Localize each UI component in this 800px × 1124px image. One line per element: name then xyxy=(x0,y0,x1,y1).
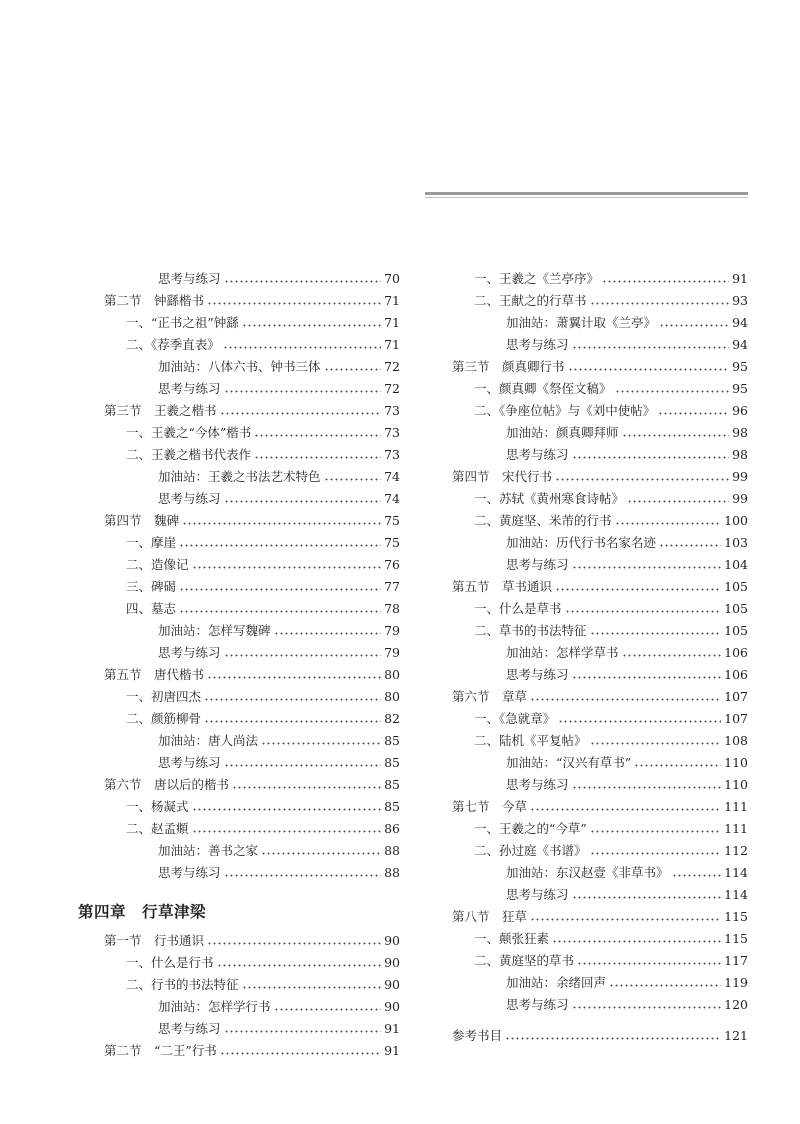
toc-section[interactable]: 第八节 狂草 115 xyxy=(452,909,748,924)
toc-entry[interactable]: 二、黄庭坚的草书 117 xyxy=(474,953,748,968)
toc-entry[interactable]: 一、王羲之“今体”楷书 73 xyxy=(126,425,400,440)
toc-entry[interactable]: 思考与练习 106 xyxy=(506,667,748,682)
toc-entry[interactable]: 加油站：余绪回声 119 xyxy=(506,975,748,990)
toc-entry[interactable]: 加油站：“汉兴有草书” 110 xyxy=(506,755,748,770)
toc-bibliography[interactable]: 参考书目 121 xyxy=(452,1028,748,1043)
toc-section[interactable]: 第六节 章草 107 xyxy=(452,689,748,704)
toc-entry[interactable]: 一、杨凝式 85 xyxy=(126,799,400,814)
toc-entry[interactable]: 一、“正书之祖”钟繇 71 xyxy=(126,315,400,330)
toc-entry[interactable]: 二、孙过庭《书谱》 112 xyxy=(474,843,748,858)
toc-entry[interactable]: 思考与练习 85 xyxy=(158,755,400,770)
toc-entry[interactable]: 一、什么是行书 90 xyxy=(126,955,400,970)
toc-entry[interactable]: 思考与练习 110 xyxy=(506,777,748,792)
toc-entry[interactable]: 加油站：萧翼计取《兰亭》 94 xyxy=(506,315,748,330)
toc-entry[interactable]: 思考与练习 94 xyxy=(506,337,748,352)
toc-entry[interactable]: 思考与练习 98 xyxy=(506,447,748,462)
toc-entry[interactable]: 加油站：历代行书名家名迹 103 xyxy=(506,535,748,550)
toc-entry[interactable]: 思考与练习 70 xyxy=(158,271,400,286)
toc-entry[interactable]: 加油站：怎样写魏碑 79 xyxy=(158,623,400,638)
toc-entry[interactable]: 一、什么是草书 105 xyxy=(474,601,748,616)
toc-section[interactable]: 第五节 唐代楷书 80 xyxy=(104,667,400,682)
toc-section[interactable]: 第三节 颜真卿行书 95 xyxy=(452,359,748,374)
toc-entry[interactable]: 思考与练习 88 xyxy=(158,865,400,880)
toc-entry[interactable]: 二、陆机《平复帖》 108 xyxy=(474,733,748,748)
toc-entry[interactable]: 一、颠张狂素 115 xyxy=(474,931,748,946)
toc-section[interactable]: 第二节 钟繇楷书 71 xyxy=(104,293,400,308)
toc-entry[interactable]: 加油站：怎样学行书 90 xyxy=(158,999,400,1014)
toc-entry[interactable]: 一、摩崖 75 xyxy=(126,535,400,550)
toc-section[interactable]: 第六节 唐以后的楷书 85 xyxy=(104,777,400,792)
header-rule-thin xyxy=(425,197,748,198)
toc-entry[interactable]: 二、草书的书法特征 105 xyxy=(474,623,748,638)
toc-entry[interactable]: 思考与练习 91 xyxy=(158,1021,400,1036)
toc-section[interactable]: 第四节 魏碑 75 xyxy=(104,513,400,528)
toc-section[interactable]: 第二节 “二王”行书 91 xyxy=(104,1043,400,1058)
toc-entry[interactable]: 二、行书的书法特征 90 xyxy=(126,977,400,992)
toc-entry[interactable]: 二、王献之的行草书 93 xyxy=(474,293,748,308)
toc-entry[interactable]: 二、赵孟頫 86 xyxy=(126,821,400,836)
toc-entry[interactable]: 思考与练习 120 xyxy=(506,997,748,1012)
toc-section[interactable]: 第七节 今草 111 xyxy=(452,799,748,814)
toc-section[interactable]: 第一节 行书通识 90 xyxy=(104,933,400,948)
toc-section[interactable]: 第四节 宋代行书 99 xyxy=(452,469,748,484)
header-rule xyxy=(425,192,748,195)
toc-entry[interactable]: 三、碑碣 77 xyxy=(126,579,400,594)
toc-entry[interactable]: 思考与练习 79 xyxy=(158,645,400,660)
toc-entry[interactable]: 思考与练习 114 xyxy=(506,887,748,902)
toc-entry[interactable]: 一、苏轼《黄州寒食诗帖》 99 xyxy=(474,491,748,506)
toc-entry[interactable]: 四、墓志 78 xyxy=(126,601,400,616)
toc-entry[interactable]: 加油站：善书之家 88 xyxy=(158,843,400,858)
chapter-title[interactable]: 第四章 行草津梁 xyxy=(78,903,207,921)
toc-section[interactable]: 第五节 草书通识 105 xyxy=(452,579,748,594)
toc-entry[interactable]: 二、《荐季直表》 71 xyxy=(126,337,400,352)
toc-entry[interactable]: 一、王羲之《兰亭序》 91 xyxy=(474,271,748,286)
toc-entry[interactable]: 思考与练习 74 xyxy=(158,491,400,506)
toc-entry[interactable]: 加油站：王羲之书法艺术特色 74 xyxy=(158,469,400,484)
toc-entry[interactable]: 加油站：八体六书、钟书三体 72 xyxy=(158,359,400,374)
toc-entry[interactable]: 一、《急就章》 107 xyxy=(474,711,748,726)
toc-entry[interactable]: 加油站：唐人尚法 85 xyxy=(158,733,400,748)
toc-entry[interactable]: 一、王羲之的“今草” 111 xyxy=(474,821,748,836)
toc-entry[interactable]: 二、黄庭坚、米芾的行书 100 xyxy=(474,513,748,528)
toc-entry[interactable]: 加油站：东汉赵壹《非草书》 114 xyxy=(506,865,748,880)
toc-entry[interactable]: 二、颜筋柳骨 82 xyxy=(126,711,400,726)
toc-entry[interactable]: 二、王羲之楷书代表作 73 xyxy=(126,447,400,462)
toc-entry[interactable]: 思考与练习 104 xyxy=(506,557,748,572)
toc-entry[interactable]: 一、颜真卿《祭侄文稿》 95 xyxy=(474,381,748,396)
toc-entry[interactable]: 一、初唐四杰 80 xyxy=(126,689,400,704)
toc-entry[interactable]: 二、造像记 76 xyxy=(126,557,400,572)
toc-entry[interactable]: 加油站：怎样学草书 106 xyxy=(506,645,748,660)
toc-entry[interactable]: 二、《争座位帖》与《刘中使帖》 96 xyxy=(474,403,748,418)
toc-entry[interactable]: 加油站：颜真卿拜师 98 xyxy=(506,425,748,440)
toc-entry[interactable]: 思考与练习 72 xyxy=(158,381,400,396)
toc-section[interactable]: 第三节 王羲之楷书 73 xyxy=(104,403,400,418)
